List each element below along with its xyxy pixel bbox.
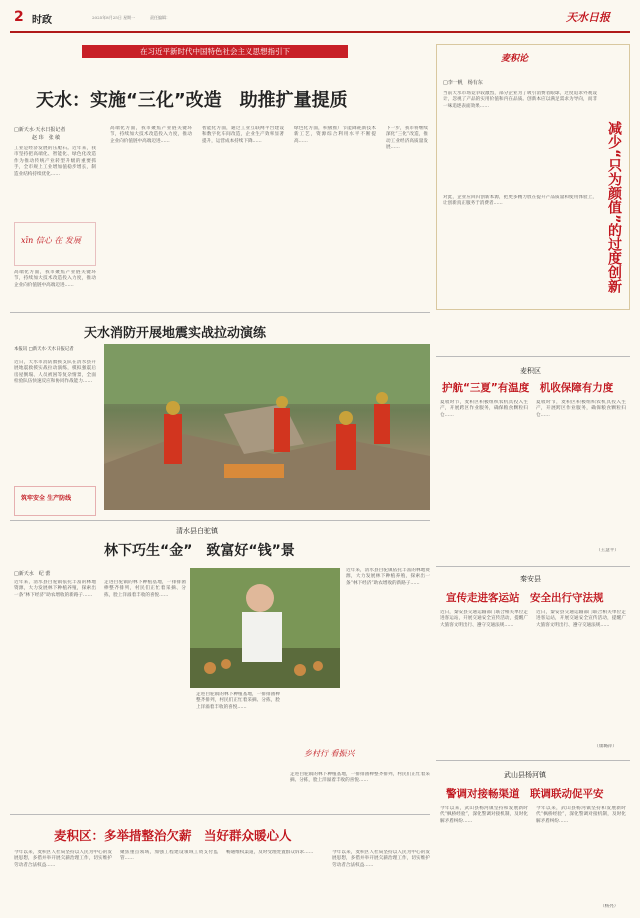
wushan-body-col2: 今年以来，武山县杨河镇坚持和发展新时代“枫桥经验”，深化警调对接机制，及时化解矛盾纠纷…… [536,806,626,824]
commentary-tag: 麦积论 [501,54,529,64]
maiji-cadre-body-col1: 今年以来，麦积区人社局坚持以人民为中心的发展思想，多措并举开展欠薪治理工作，切实维护劳动者合法权益…… [14,850,112,868]
editor-line: 责任编辑： [150,15,170,20]
qinan-title: 宣传走进客运站 安全出行守法规 [446,592,604,604]
wushan-kicker: 武山县杨河镇 [504,771,546,779]
qinan-author: （康璐萍） [594,744,617,749]
lead-body-col1b: 高端化方面，我市聚焦产业链关键环节，持续加大技术改造投入力度，推动企业向价值链中高端迈进…… [14,270,96,288]
maiji-cadre-body-col2: 聚焦重点领域，加强工程建设领域工资支付监管…… [120,850,218,862]
qingshui-body-col1: 近年来，清水县白驼镇依托丰富的林地资源，大力发展林下种植养殖，探索出一条“林下经济”助农增收的新路子…… [14,580,96,598]
wushan-author: （杨亮） [600,904,619,909]
fire-body: 近日，天水市消防救援支队在清水县开展地震救援实战拉动演练，模拟强震后房屋倒塌、人员被困等复杂情景，全面检验队伍快速反应和协同作战能力…… [14,360,96,385]
maiji-body-col1: 夏收时节，麦积区积极组织农机具投入生产，开展跨区作业服务，确保粮食颗粒归仓…… [440,400,528,418]
maiji-title: 护航“三夏”有温度 机收保障有力度 [442,382,614,394]
lead-body-col3: 智能化方面，通过工业互联网平台建设和数字化车间改造，企业生产效率显著提升，运营成本持续下降…… [202,126,284,144]
commentary-box [436,44,630,310]
page-header [0,0,640,32]
wushan-body-col1: 今年以来，武山县杨河镇坚持和发展新时代“枫桥经验”，深化警调对接机制，及时化解矛盾纠纷…… [440,806,528,824]
rescue-scene [104,344,430,510]
commentary-author: □李一帆 杨有东 [443,80,483,86]
masthead: 天水日报 [566,11,610,24]
side-tag [14,222,96,266]
qingshui-byline: □新天水 纪 蕾 [14,571,51,577]
qingshui-photo [190,568,340,688]
commentary-body2: 对此，企业应回归创新本源，把更多精力放在提升产品质量和使用体验上，让创新真正服务于消费者…… [443,195,597,207]
maiji-cadre-body-col3: 畅通维权渠道，及时受理处置群众诉求…… [226,850,314,855]
qinan-kicker: 秦安县 [520,575,541,583]
maiji-cadre-body-col4: 今年以来，麦积区人社局坚持以人民为中心的发展思想，多措并举开展欠薪治理工作，切实维护劳动者合法权益…… [332,850,430,868]
maiji-cadre-title: 麦积区：多举措整治欠薪 当好群众暖心人 [54,828,292,843]
wushan-title: 警调对接畅渠道 联调联动促平安 [446,788,604,800]
page-number: 2 [14,9,24,25]
fire-caption: 筑牢安全 生产防线 [21,495,72,502]
date-line: 2025年8月25日 星期一 [92,15,136,20]
qingshui-tag [296,742,430,770]
lead-byline: □新天水·天水日报记者 [14,127,66,133]
maiji-body-col2: 夏收时节，麦积区积极组织农机具投入生产，开展跨区作业服务，确保粮食颗粒归仓…… [536,400,626,418]
mushroom-farmer-scene [190,568,340,688]
qingshui-body-col3: 走进白驼镇的林下种植基地，一排排菌棒整齐排列，村民们正忙着采摘、分拣，脸上洋溢着丰收的喜悦…… [196,692,280,710]
lead-body-col4: 绿色化方面，积极推广节能降耗新技术新工艺，资源综合利用水平不断提高…… [294,126,376,144]
qingshui-body-col2: 走进白驼镇的林下种植基地，一排排菌棒整齐排列，村民们正忙着采摘、分拣，脸上洋溢着丰收的喜悦…… [104,580,186,598]
qingshui-title: 林下巧生“金” 致富好“钱”景 [104,543,295,559]
fire-byline: 本报讯 □新天水·天水日报记者 [14,347,74,352]
lead-reporters: 赵 玮 张 敏 [32,135,61,141]
banner: 在习近平新时代中国特色社会主义思想指引下 [82,45,348,58]
qingshui-body-col4: 近年来，清水县白驼镇依托丰富的林地资源，大力发展林下种植养殖，探索出一条“林下经济”助农增收的新路子…… [346,568,430,586]
fire-drill-photo [104,344,430,510]
maiji-author: （王慧平） [596,548,619,553]
section-name: 时政 [32,15,52,26]
fire-title: 天水消防开展地震实战拉动演练 [84,326,267,341]
commentary-title: 减少“只为颜值”的过度创新 [606,121,622,294]
lead-body-col5: 下一步，我市将继续深化“三化”改造，推动工业经济高质量发展…… [386,126,428,151]
lead-title: 天水：实施“三化”改造 助推扩量提质 [36,90,348,111]
qingshui-tag-text: 乡村行 看振兴 [304,749,355,758]
side-tag-text: xīn 信心 在 发展 [21,236,81,245]
maiji-kicker: 麦积区 [520,367,541,375]
lead-body-col2: 高端化方面，我市聚焦产业链关键环节，持续加大技术改造投入力度，推动企业向价值链中高端迈进…… [110,126,192,144]
commentary-body: 当前天水市场竞争较激烈，部分企业为了吸引消费者眼球，过度追求外观设计，忽视了产品的实用价值和内在品质。创新本应以满足需求为导向，而非一味追逐表面效果…… [443,91,597,109]
qinan-body-col1: 近日，秦安县交通运输部门联合相关单位走进客运站，开展交通安全宣传活动，提醒广大旅客文明出行、遵守交通法规…… [440,610,528,628]
lead-body-col1: 工业是经济发展的压舱石。近年来，我市坚持把高端化、智能化、绿色化改造作为推动传统产业转型升级的重要抓手，全市规上工业增加值稳步增长，制造业结构持续优化…… [14,146,96,177]
qingshui-kicker: 清水县白驼镇 [176,527,218,535]
qinan-body-col2: 近日，秦安县交通运输部门联合相关单位走进客运站，开展交通安全宣传活动，提醒广大旅客文明出行、遵守交通法规…… [536,610,626,628]
qingshui-body-col5: 走进白驼镇的林下种植基地，一排排菌棒整齐排列，村民们正忙着采摘、分拣，脸上洋溢着丰收的喜悦…… [290,772,430,784]
fire-caption-box [14,486,96,516]
